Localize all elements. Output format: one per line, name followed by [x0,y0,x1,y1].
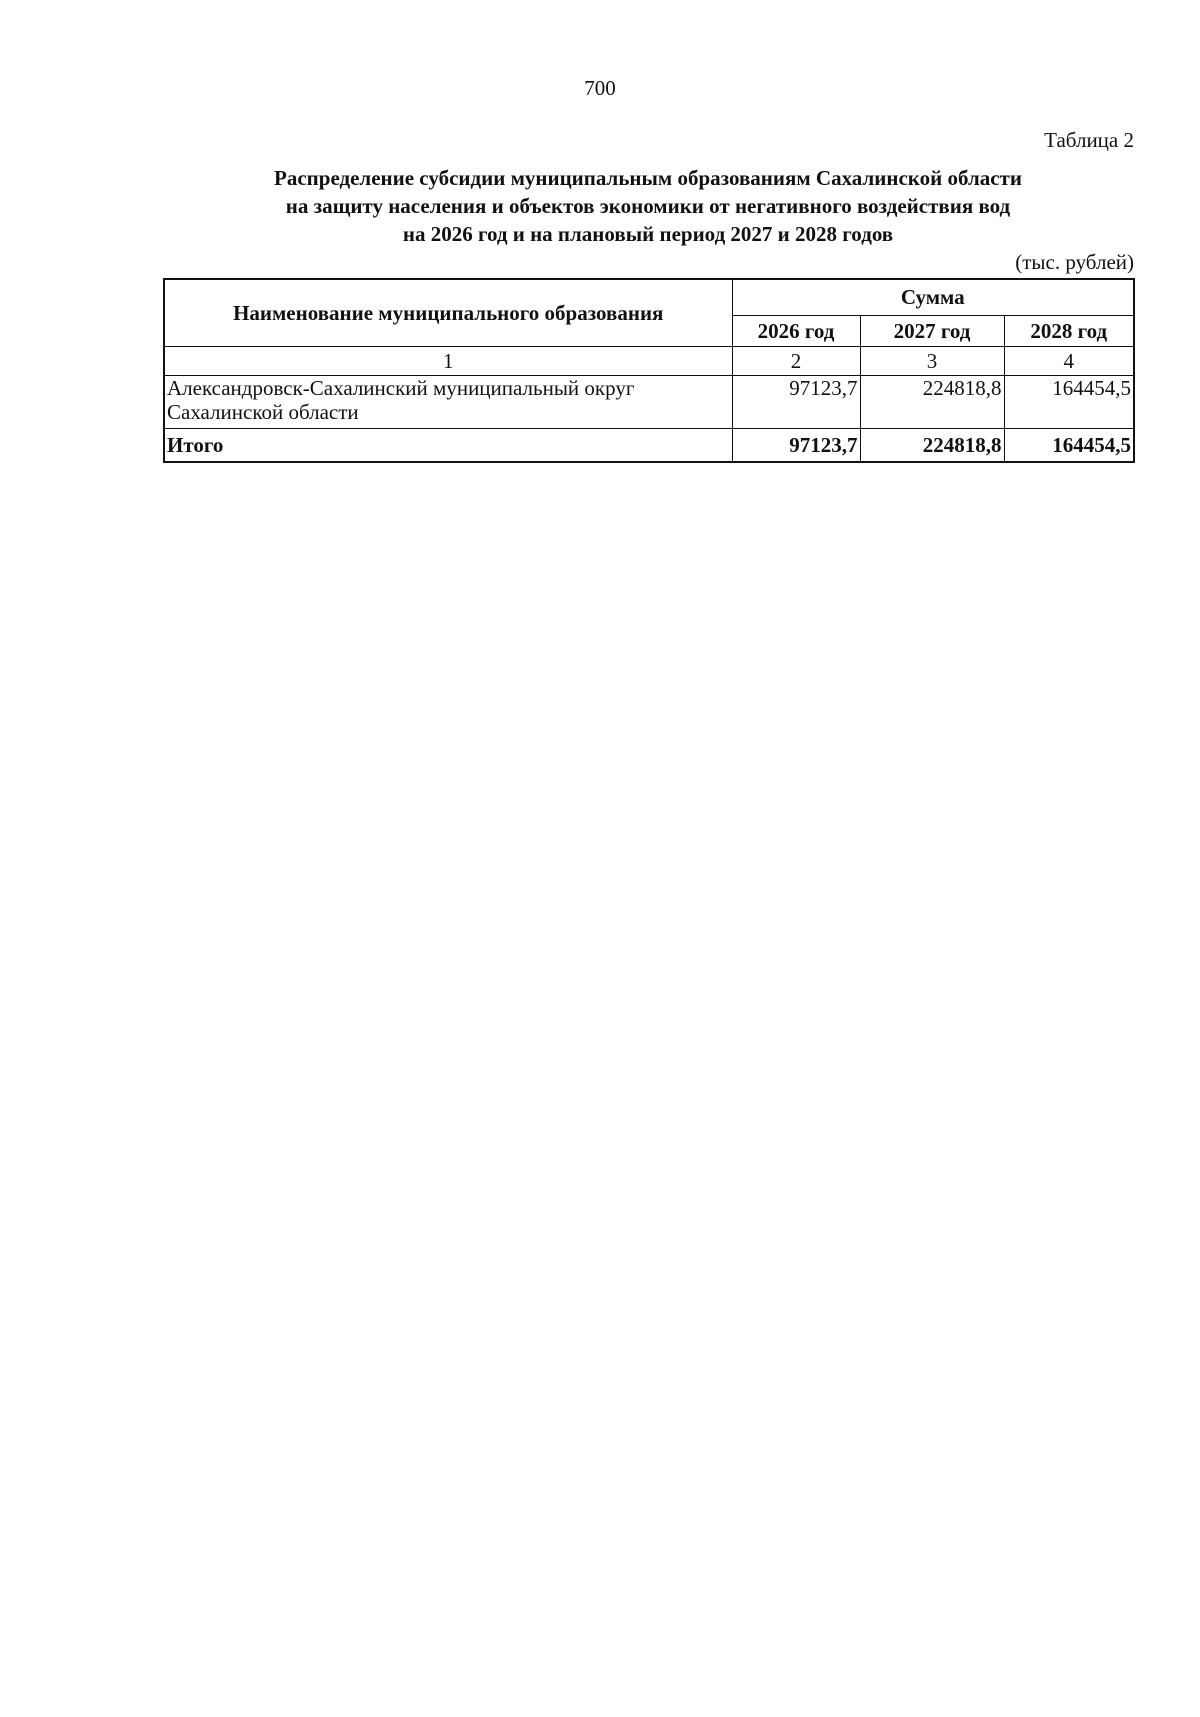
table-row [164,376,1134,429]
header-year-2026: 2026 год [732,315,860,346]
table-label: Таблица 2 [1044,128,1134,152]
header-year-2027: 2027 год [860,315,1004,346]
value-2026-cell: 97123,7 [732,376,860,429]
municipality-name-cell: Александровск-Сахалинский муниципальный округ Сахалинской области [164,376,732,429]
title-line: на 2026 год и на плановый период 2027 и 2028 годов [402,222,894,246]
total-2028-cell: 164454,5 [1004,429,1134,463]
column-number: 3 [860,347,1004,376]
page-number: 700 [584,76,616,100]
title-line: Распределение субсидии муниципальным образованиям Сахалинской области [274,166,1022,190]
header-sum: Сумма [732,279,1134,315]
column-number: 2 [732,347,860,376]
column-number: 4 [1004,347,1134,376]
document-title [163,164,1133,248]
value-2028-cell: 164454,5 [1004,376,1134,429]
total-label-cell: Итого [164,429,732,463]
units-label: (тыс. рублей) [1015,250,1134,274]
table-header-row [164,279,1134,315]
column-number-row [164,347,1134,376]
total-2026-cell: 97123,7 [732,429,860,463]
column-number: 1 [164,347,732,376]
total-2027-cell: 224818,8 [860,429,1004,463]
title-line: на защиту населения и объектов экономики от негативного воздействия вод [285,194,1011,218]
value-2027-cell: 224818,8 [860,376,1004,429]
total-row [164,429,1134,463]
subsidy-table [163,278,1135,463]
header-year-2028: 2028 год [1004,315,1134,346]
header-municipality-name: Наименование муниципального образования [164,279,732,347]
